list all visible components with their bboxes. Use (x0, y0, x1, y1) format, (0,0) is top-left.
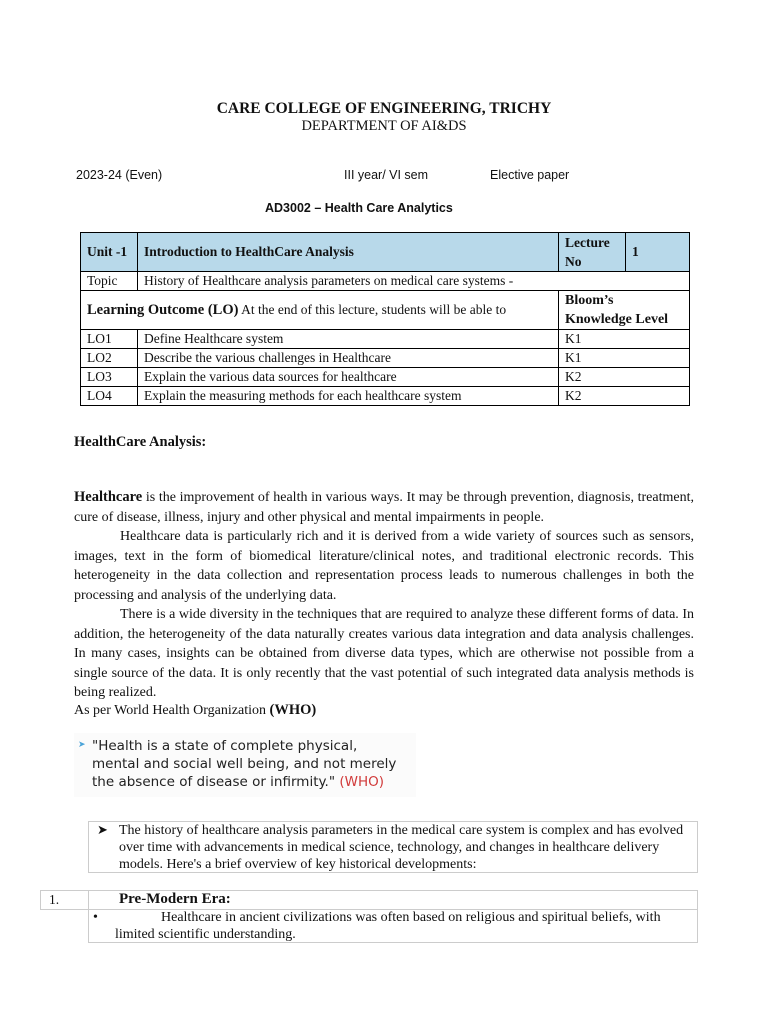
lo-level: K1 (559, 349, 690, 368)
arrow-bullet-icon: ➤ (97, 822, 108, 837)
unit-title-cell: Introduction to HealthCare Analysis (138, 233, 559, 272)
lo-description: Define Healthcare system (138, 330, 559, 349)
lecture-table (80, 232, 690, 406)
table-header-row (81, 233, 690, 272)
era-description (115, 909, 689, 943)
era-number: 1. (49, 892, 60, 907)
era-description-text: Healthcare in ancient civilizations was often based on religious and spiritual beliefs, with limited scientific understanding. (115, 910, 661, 942)
era-title: Pre-Modern Era: (119, 891, 231, 907)
lecture-number-cell: 1 (626, 233, 690, 272)
healthcare-definition-text: is the improvement of health in various ways. It may be through prevention, diagnosis, treatment, cure of disease, illness, injury and other physical and mental impairments in people. (74, 490, 694, 525)
topic-row (81, 272, 690, 291)
who-reference-text: As per World Health Organization (74, 703, 270, 718)
table-row (81, 368, 690, 387)
history-overview-box (88, 821, 698, 873)
year-semester: III year/ VI sem (344, 168, 429, 182)
lo-id: LO4 (81, 387, 138, 406)
quote-who-label: (WHO) (339, 774, 385, 790)
healthcare-term: Healthcare (74, 489, 143, 505)
paper-type: Elective paper (490, 168, 570, 182)
lo-description: Describe the various challenges in Healthcare (138, 349, 559, 368)
quote-line (92, 773, 396, 791)
blooms-level-cell: Bloom’s Knowledge Level (559, 291, 690, 330)
lo-level: K2 (559, 387, 690, 406)
who-abbreviation: (WHO) (269, 702, 317, 718)
lo-level: K2 (559, 368, 690, 387)
lo-description: Explain the various data sources for healthcare (138, 368, 559, 387)
quote-line: mental and social well being, and not merely (92, 756, 397, 772)
paragraph-healthcare-definition (74, 488, 694, 527)
academic-year: 2023-24 (Even) (76, 168, 163, 182)
unit-cell: Unit -1 (81, 233, 138, 272)
section-title: HealthCare Analysis: (74, 434, 207, 450)
arrow-bullet-icon: ➤ (78, 739, 86, 749)
era-heading-row (40, 890, 698, 910)
college-name: CARE COLLEGE OF ENGINEERING, TRICHY (216, 100, 552, 117)
column-divider (88, 891, 89, 909)
history-overview-text: The history of healthcare analysis parameters in the medical care system is complex and has evolved over time with advancements in medical science, technology, and changes in healthcare delivery models. Here's a brief overview of key historical developments: (119, 823, 684, 872)
topic-label-cell: Topic (81, 272, 138, 291)
quote-line: "Health is a state of complete physical, (92, 738, 358, 754)
learning-outcome-text: At the end of this lecture, students will be able to (241, 301, 507, 317)
who-reference (74, 702, 316, 719)
quote-text: the absence of disease or infirmity." (92, 774, 340, 790)
paragraph-data-diversity: There is a wide diversity in the techniques that are required to analyze these different forms of data. In addition, the heterogeneity of the data naturally creates various data integration and data analysis challenges. In many cases, insights can be obtained from diverse data types, which are otherwise not possible from a single source of the data. It is only recently that the vast potential of such integrated data analysis methods is being realized. (74, 607, 694, 700)
lo-id: LO2 (81, 349, 138, 368)
learning-outcome-row (81, 291, 690, 330)
paragraph-healthcare-data: Healthcare data is particularly rich and it is derived from a wide variety of sources such as sensors, images, text in the form of biomedical literature/clinical notes, and traditional electronic records. This heterogeneity in the data collection and representation process leads to numerous challenges in both the processing and analysis of the underlying data. (74, 529, 694, 603)
who-quote (92, 737, 396, 791)
topic-cell: History of Healthcare analysis parameters on medical care systems - (138, 272, 690, 291)
lo-level: K1 (559, 330, 690, 349)
lo-id: LO1 (81, 330, 138, 349)
course-title: AD3002 – Health Care Analytics (265, 201, 453, 215)
learning-outcome-cell (81, 291, 559, 330)
table-row (81, 349, 690, 368)
learning-outcome-heading: Learning Outcome (LO) (87, 301, 239, 318)
table-row (81, 330, 690, 349)
bullet-dot-icon: • (93, 910, 98, 925)
era-description-row (88, 908, 698, 943)
table-row (81, 387, 690, 406)
department-name: DEPARTMENT OF AI&DS (301, 118, 467, 134)
who-quote-image (74, 733, 416, 797)
lo-description: Explain the measuring methods for each healthcare system (138, 387, 559, 406)
lecture-label-cell: Lecture No (559, 233, 626, 272)
lo-id: LO3 (81, 368, 138, 387)
